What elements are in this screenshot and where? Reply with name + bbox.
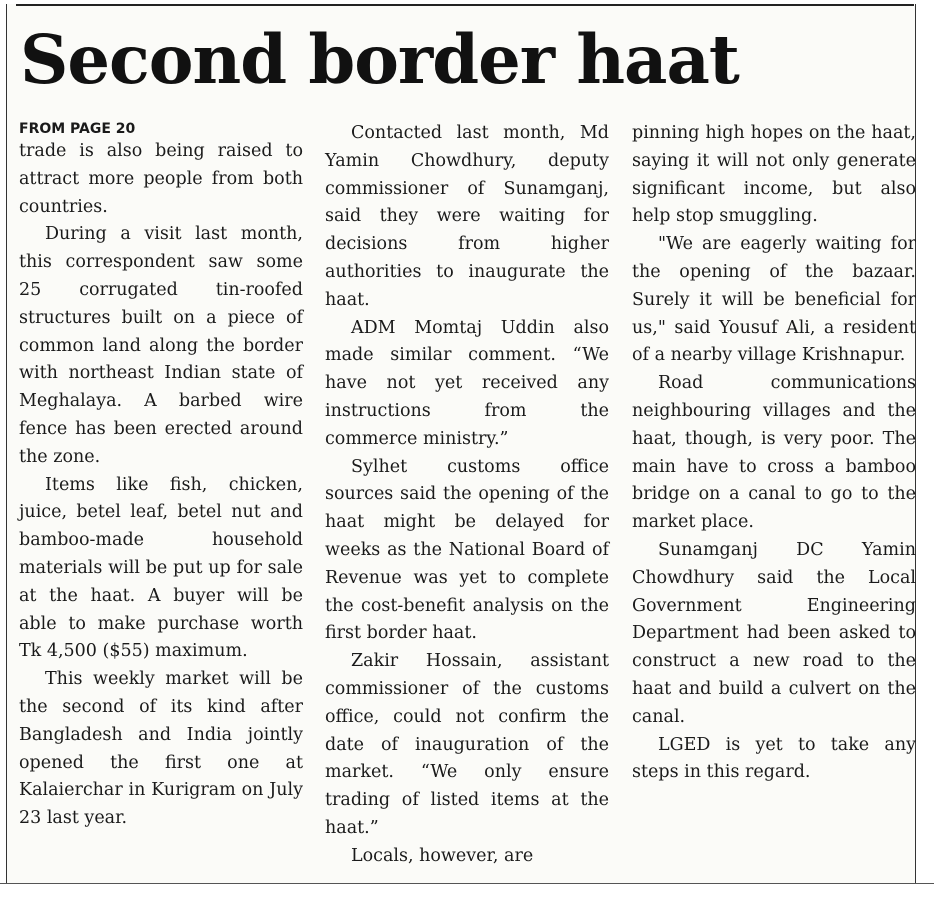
paragraph: pinning high hopes on the haat, saying it will not only generate significant income, but also help stop smuggling. xyxy=(632,123,916,227)
paragraph: ADM Momtaj Uddin also made similar comment. “We have not yet received any instructions from the commerce ministry.” xyxy=(325,317,609,449)
top-rule xyxy=(16,4,914,6)
article-column-3 xyxy=(632,120,916,787)
jump-label: FROM PAGE 20 xyxy=(19,121,136,137)
paragraph: Locals, however, are xyxy=(351,845,534,866)
bottom-rule xyxy=(0,883,934,884)
paragraph: Road communications neighbouring villages and the haat, though, is very poor. The main have to cross a bamboo bridge on a canal to go to the market place. xyxy=(632,373,916,533)
paragraph: Zakir Hossain, assistant commissioner of the customs office, could not confirm the date of inauguration of the market. “We only ensure trading of listed items at the haat.” xyxy=(325,651,609,838)
paragraph: Sunamganj DC Yamin Chowdhury said the Local Government Engineering Department had been asked to construct a new road to the haat and build a culvert on the canal. xyxy=(632,539,916,727)
paragraph: Contacted last month, Md Yamin Chowdhury, deputy commissioner of Sunamganj, said they were waiting for decisions from higher authorities to inaugurate the haat. xyxy=(325,123,609,310)
headline: Second border haat xyxy=(20,20,739,99)
paragraph: "We are eagerly waiting for the opening of the bazaar. Surely it will be beneficial for us," said Yousuf Ali, a resident of a nearby village Krishnapur. xyxy=(632,234,916,366)
paragraph: LGED is yet to take any steps in this regard. xyxy=(632,734,916,783)
paragraph: Items like fish, chicken, juice, betel leaf, betel nut and bamboo-made household materials will be put up for sale at the haat. A buyer will be able to make purchase worth Tk 4,500 ($55) maximum. xyxy=(19,474,303,662)
paragraph: During a visit last month, this correspondent saw some 25 corrugated tin-roofed structures built on a piece of common land along the border with northeast Indian state of Meghalaya. A barbed wire fence has been erected around the zone. xyxy=(19,224,303,467)
article-column-2 xyxy=(325,120,609,871)
paragraph: This weekly market will be the second of its kind after Bangladesh and India jointly opened the first one at Kalaierchar in Kurigram on July 23 last year. xyxy=(19,669,303,829)
article-column-1 xyxy=(19,120,303,833)
paragraph: Sylhet customs office sources said the opening of the haat might be delayed for weeks as the National Board of Revenue was yet to complete the cost-benefit analysis on the first border haat. xyxy=(325,456,609,644)
paragraph: trade is also being raised to attract more people from both countries. xyxy=(19,141,303,217)
